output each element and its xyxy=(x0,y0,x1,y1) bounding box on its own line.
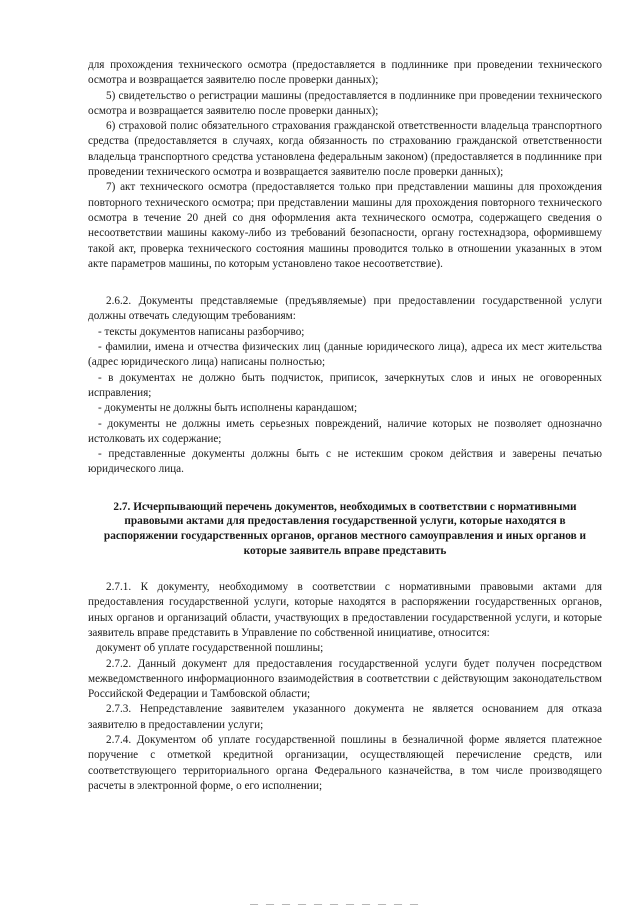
paragraph-273: 2.7.3. Непредставление заявителем указанного документа не является основанием для отказа заявителю в предоставлении услуги; xyxy=(88,703,602,731)
requirement-item: - тексты документов написаны разборчиво; xyxy=(98,325,305,338)
paragraph-274: 2.7.4. Документом об уплате государственной пошлины в безналичной форме является платежное поручение с отметкой кредитной организации, осуществляющей перечисление средств, или соответствующего территориального органа Федерального казначейства, в том числе производящего расчеты в электронной форме, о его исполнении; xyxy=(88,734,602,792)
section-262-intro: 2.6.2. Документы представляемые (предъявляемые) при предоставлении государственной услуги должны отвечать следующим требованиям: xyxy=(88,295,602,323)
requirement-item: - фамилии, имена и отчества физических лиц (данные юридического лица), адреса их мест жительства (адрес юридического лица) написаны полностью; xyxy=(88,341,602,369)
section-heading-27: 2.7. Исчерпывающий перечень документов, необходимых в соответствии с нормативными правовыми актами для предоставления государственной услуги, которые находятся в распоряжении государственных органов, органов местного самоуправления и иных органов и которые заявитель вправе представить xyxy=(103,500,587,557)
requirement-item: - представленные документы должны быть с не истекшим сроком действия и заверены печатью юридического лица. xyxy=(88,448,602,476)
paragraph-continued: для прохождения технического осмотра (предоставляется в подлиннике при проведении технического осмотра и возвращается заявителю после проверки данных); xyxy=(88,59,602,87)
document-page xyxy=(88,58,602,794)
paragraph-fee-document: документ об уплате государственной пошлины; xyxy=(96,642,324,655)
footer-text: — — — — — — — — — — — xyxy=(250,899,421,905)
paragraph-item-6: 6) страховой полис обязательного страхования гражданской ответственности владельца транспортного средства (предоставляется в случаях, когда обязанность по страхованию гражданской ответственности владельца транспортного средства установлена федеральным законом) (предоставляется в подлиннике при проведении технического осмотра и возвращается заявителю после проверки данных); xyxy=(88,120,602,179)
requirement-item: - документы не должны быть исполнены карандашом; xyxy=(98,402,358,415)
paragraph-item-7: 7) акт технического осмотра (предоставляется только при представлении машины для прохождения повторного технического осмотра; при представлении машины для прохождения повторного технического осмотра в течение 20 дней со дня оформления акта технического осмотра, содержащего сведения о несоответствии машины какому-либо из требований безопасности, органу гостехнадзора, оформившему такой акт, проверка технического состояния машины проводится только в отношении указанных в этом акте параметров машины, по которым установлено такое несоответствие). xyxy=(88,181,602,270)
paragraph-271: 2.7.1. К документу, необходимому в соответствии с нормативными правовыми актами для предоставления государственной услуги, которые находятся в распоряжении государственных органов, иных органов и организаций области, участвующих в предоставлении государственной услуги, и которые заявитель вправе представить в Управление по собственной инициативе, относится: xyxy=(88,581,602,639)
requirement-item: - в документах не должно быть подчисток, приписок, зачеркнутых слов и иных не оговоренных исправления; xyxy=(88,371,602,399)
requirement-item: - документы не должны иметь серьезных повреждений, наличие которых не позволяет однозначно истолковать их содержание; xyxy=(88,417,602,445)
footer-cut-text xyxy=(250,896,490,905)
paragraph-item-5: 5) свидетельство о регистрации машины (предоставляется в подлиннике при проведении технического осмотра и возвращается заявителю после проверки данных); xyxy=(88,89,602,117)
paragraph-272: 2.7.2. Данный документ для предоставления государственной услуги будет получен посредством межведомственного информационного взаимодействия в соответствии с действующим законодательством Российской Федерации и Тамбовской области; xyxy=(88,657,602,701)
